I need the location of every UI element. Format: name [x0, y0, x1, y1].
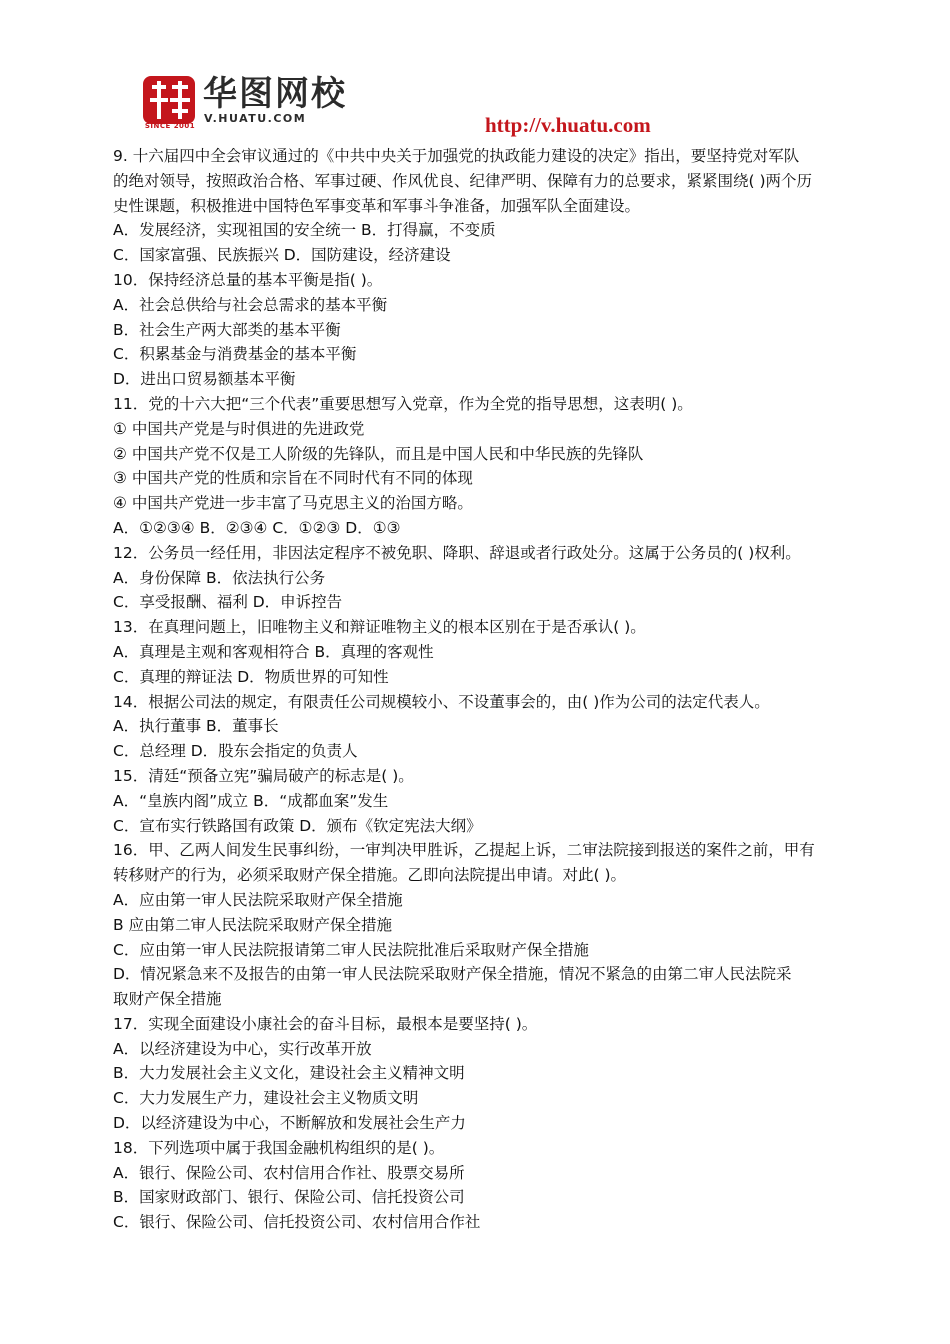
text-line: A．身份保障 B．依法执行公务 [113, 568, 326, 587]
brand-domain: V.HUATU.COM [204, 112, 307, 125]
text-line: C．享受报酬、福利 D．申诉控告 [113, 593, 343, 612]
text-line: C．总经理 D．股东会指定的负责人 [113, 742, 358, 761]
text-line: C．国家富强、民族振兴 D．国防建设，经济建设 [113, 246, 451, 265]
text-line: 18．下列选项中属于我国金融机构组织的是( )。 [113, 1138, 445, 1157]
text-line: 的绝对领导，按照政治合格、军事过硬、作风优良、纪律严明、保障有力的总要求，紧紧围绕( )两个历 [113, 171, 813, 190]
text-line: A．真理是主观和客观相符合 B．真理的客观性 [113, 642, 434, 661]
text-line: A．应由第一审人民法院采取财产保全措施 [113, 890, 403, 909]
text-line: C．大力发展生产力，建设社会主义物质文明 [113, 1089, 419, 1108]
text-line: C．应由第一审人民法院报请第二审人民法院批准后采取财产保全措施 [113, 940, 589, 959]
site-url[interactable]: http://v.huatu.com [485, 113, 651, 137]
text-line: 取财产保全措施 [113, 990, 222, 1009]
text-line: 转移财产的行为，必须采取财产保全措施。乙即向法院提出申请。对此( )。 [113, 866, 627, 885]
huatu-logo-icon [143, 76, 195, 124]
brand-name: 华图网校 [203, 74, 347, 114]
text-line: 13．在真理问题上，旧唯物主义和辩证唯物主义的根本区别在于是否承认( )。 [113, 618, 646, 637]
page-header [0, 0, 950, 140]
text-line: B 应由第二审人民法院采取财产保全措施 [113, 915, 393, 934]
text-line: 11．党的十六大把“三个代表”重要思想写入党章，作为全党的指导思想，这表明( )。 [113, 394, 693, 413]
text-line: A．发展经济，实现祖国的安全统一 B．打得赢，不变质 [113, 221, 496, 240]
text-line: ② 中国共产党不仅是工人阶级的先锋队，而且是中国人民和中华民族的先锋队 [113, 444, 644, 463]
text-line: D．进出口贸易额基本平衡 [113, 370, 296, 389]
text-line: A．执行董事 B．董事长 [113, 717, 279, 736]
text-line: 10．保持经济总量的基本平衡是指( )。 [113, 270, 383, 289]
text-line: C．积累基金与消费基金的基本平衡 [113, 345, 357, 364]
text-line: B．社会生产两大部类的基本平衡 [113, 320, 341, 339]
text-line: 15．清廷“预备立宪”骗局破产的标志是( )。 [113, 766, 414, 785]
text-line: 史性课题，积极推进中国特色军事变革和军事斗争准备，加强军队全面建设。 [113, 196, 641, 215]
text-line: D．情况紧急来不及报告的由第一审人民法院采取财产保全措施，情况不紧急的由第二审人民法院采 [113, 965, 792, 984]
text-line: 14．根据公司法的规定，有限责任公司规模较小、不设董事会的，由( )作为公司的法定代表人。 [113, 692, 770, 711]
text-line: C．真理的辩证法 D．物质世界的可知性 [113, 667, 389, 686]
text-line: D．以经济建设为中心，不断解放和发展社会生产力 [113, 1114, 466, 1133]
text-line: ④ 中国共产党进一步丰富了马克思主义的治国方略。 [113, 494, 473, 513]
logo-since-text: SINCE 2001 [144, 122, 196, 130]
text-line: C．银行、保险公司、信托投资公司、农村信用合作社 [113, 1213, 481, 1232]
text-line: 9. 十六届四中全会审议通过的《中共中央关于加强党的执政能力建设的决定》指出，要坚持党对军队 [113, 147, 800, 165]
text-line: ③ 中国共产党的性质和宗旨在不同时代有不同的体现 [113, 469, 473, 488]
text-line: A．“皇族内阁”成立 B．“成都血案”发生 [113, 791, 389, 810]
text-line: 17．实现全面建设小康社会的奋斗目标，最根本是要坚持( )。 [113, 1014, 538, 1033]
text-line: A．社会总供给与社会总需求的基本平衡 [113, 295, 388, 314]
text-line: B．大力发展社会主义文化，建设社会主义精神文明 [113, 1064, 465, 1083]
text-line: ① 中国共产党是与时俱进的先进政党 [113, 419, 365, 438]
text-line: A．①②③④ B．②③④ C．①②③ D．①③ [113, 518, 401, 537]
text-line: B．国家财政部门、银行、保险公司、信托投资公司 [113, 1188, 465, 1207]
text-line: 16．甲、乙两人间发生民事纠纷，一审判决甲胜诉，乙提起上诉，二审法院接到报送的案件之前，甲有 [113, 841, 815, 860]
question-content [113, 144, 841, 1235]
text-line: C．宣布实行铁路国有政策 D．颁布《钦定宪法大纲》 [113, 816, 482, 835]
text-line: 12．公务员一经任用，非因法定程序不被免职、降职、辞退或者行政处分。这属于公务员的( )权利。 [113, 543, 801, 562]
text-line: A．银行、保险公司、农村信用合作社、股票交易所 [113, 1163, 465, 1182]
text-line: A．以经济建设为中心，实行改革开放 [113, 1039, 372, 1058]
